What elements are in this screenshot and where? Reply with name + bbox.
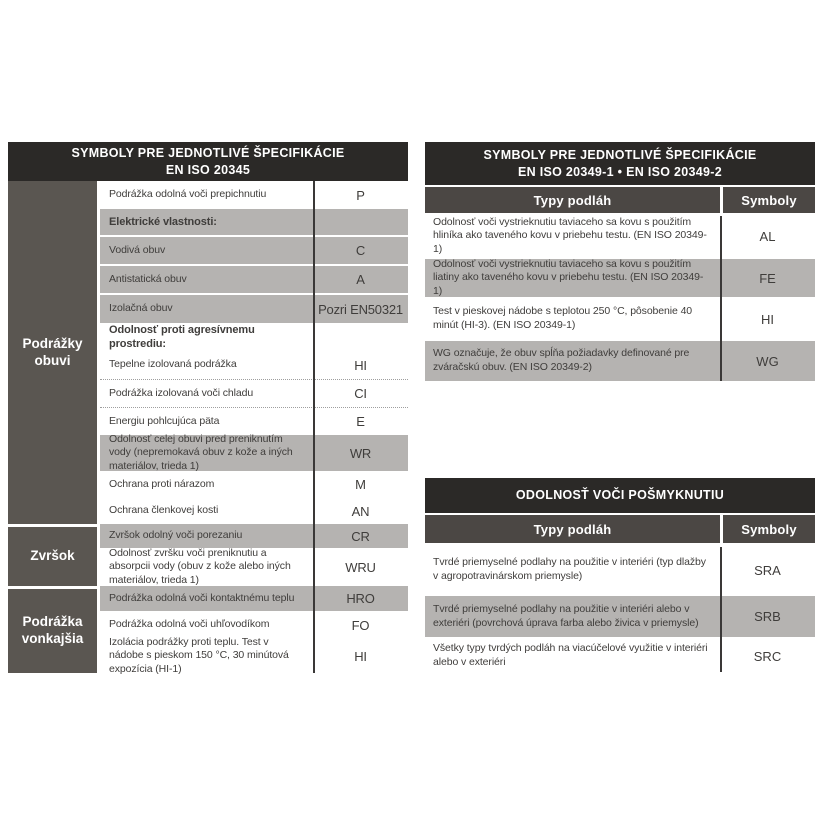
spec-row [100,235,408,264]
table-title-line1: SYMBOLY PRE JEDNOTLIVÉ ŠPECIFIKÁCIE [71,145,345,160]
slip-resistance-table-title [425,478,815,513]
spec-row [425,216,815,256]
table-title-line1: SYMBOLY PRE JEDNOTLIVÉ ŠPECIFIKÁCIE [483,147,757,162]
table-title-line1: ODOLNOSŤ VOČI POŠMYKNUTIU [515,488,725,503]
en-iso-20349-table-title [425,142,815,185]
spec-description: Ochrana členkovej kosti [109,504,219,517]
spec-symbol: FO [351,617,370,633]
spec-description: Ochrana proti nárazom [109,477,215,490]
spec-description: Všetky typy tvrdých podláh na viacúčelové využitie v interiéri alebo v exteriéri [433,642,708,668]
spec-row [100,181,408,209]
en-iso-20345-table-title [8,142,408,181]
column-header-floors: Typy podláh [533,192,612,208]
spec-description: Antistatická obuv [109,272,187,285]
spec-rows [100,181,408,673]
spec-row [425,259,815,297]
spec-description: Tvrdé priemyselné podlahy na použitie v interiéri (typ dlažby v agropotravinárskom priemysle) [433,556,706,582]
spec-row [425,341,815,381]
column-header-symbols: Symboly [741,192,797,208]
category-cell-podrazka-vonkajsia: Podrážka vonkajšia [8,586,97,673]
column-header-symbols: Symboly [741,521,797,537]
spec-symbol: SRA [754,562,781,578]
spec-symbol: P [356,187,365,203]
spec-description: Podrážka odolná voči uhľovodíkom [109,618,270,631]
spec-row [100,586,408,611]
spec-symbol: M [355,477,366,492]
spec-row [100,209,408,235]
table-title-line2: EN ISO 20345 [165,162,251,177]
spec-row [100,432,408,472]
spec-description: Odolnosť zvršku voči preniknutiu a absorpcii vody (obuv z kože alebo iných materiálov, trieda 1) [109,546,291,586]
spec-row [425,300,815,338]
column-header-row [425,515,815,543]
spec-description: Odolnosť voči vystrieknutiu taviaceho sa kovu s použitím liatiny ako taveného kovu v priebehu testu. (EN ISO 20349-1) [433,257,704,297]
spec-rows [425,547,815,672]
spec-description: Izolácia podrážky proti teplu. Test v nádobe s pieskom 150 °C, 30 minútová expozícia (HI-1) [109,635,289,675]
table-title-line2: EN ISO 20349-1 • EN ISO 20349-2 [517,164,723,179]
spec-symbol: A [356,272,365,287]
spec-symbol: WRU [345,559,376,575]
spec-symbol: WG [756,353,779,369]
column-divider [720,216,722,381]
category-cell-zvrsok: Zvršok [8,524,97,586]
spec-description: Podrážka odolná voči prepichnutiu [109,188,267,201]
spec-symbol: C [355,243,366,258]
en-iso-20345-table [8,142,408,673]
spec-row [100,264,408,293]
spec-symbol: HI [354,357,367,373]
spec-symbol: AN [351,503,370,519]
spec-row [100,471,408,498]
spec-row [100,548,408,586]
column-header-row [425,187,815,213]
spec-row [100,323,408,351]
spec-description: Podrážka izolovaná voči chladu [109,386,254,399]
spec-description: Odolnosť proti agresívnemu prostrediu: [109,323,255,350]
spec-symbol: HRO [346,591,375,606]
spec-row [100,498,408,524]
spec-description: Vodivá obuv [109,243,166,256]
spec-symbol: HI [761,311,774,327]
slip-resistance-table [425,478,815,672]
spec-symbol: AL [759,228,776,244]
spec-symbol: WR [349,445,372,461]
spec-symbol: SRB [754,609,781,624]
spec-row [425,596,815,637]
spec-description: Zvršok odolný voči porezaniu [109,529,243,542]
spec-description: Elektrické vlastnosti: [109,215,217,228]
spec-description: WG označuje, že obuv spĺňa požiadavky definované pre zváračskú obuv. (EN ISO 20349-2) [433,347,690,373]
spec-description: Energiu pohlcujúca päta [109,414,220,427]
column-divider [720,547,722,672]
spec-symbol: FE [759,270,776,286]
category-cell-podrazky-obuvi: Podrážky obuvi [8,181,97,524]
spec-symbol: Pozri EN50321 [318,301,403,317]
spec-symbol: CI [354,386,367,401]
spec-row [425,640,815,672]
spec-description: Tepelne izolovaná podrážka [109,358,237,371]
spec-description: Tvrdé priemyselné podlahy na použitie v interiéri alebo v exteriéri (povrchová úprava farba alebo živica v priemysle) [433,602,699,629]
spec-row [100,379,408,407]
column-header-floors: Typy podláh [533,521,612,537]
spec-description: Odolnosť celej obuvi pred preniknutím vody (nepremokavá obuv z kože a iných materiálov, trieda 1) [109,432,293,472]
column-divider [313,181,315,673]
en-iso-20345-table-body [8,181,408,673]
spec-row [425,547,815,593]
spec-description: Izolačná obuv [109,302,173,315]
spec-symbol: HI [354,648,367,664]
spec-symbol: SRC [753,648,782,664]
spec-symbol: CR [351,528,370,544]
spec-description: Odolnosť voči vystrieknutiu taviaceho sa kovu s použitím hliníka ako taveného kovu v priebehu testu. (EN ISO 20349-1) [433,215,707,255]
spec-description: Podrážka odolná voči kontaktnému teplu [109,591,295,604]
en-iso-20349-table [425,142,815,381]
spec-row [100,293,408,323]
spec-symbol: E [356,414,365,429]
spec-row [100,351,408,379]
spec-row [100,635,408,675]
spec-rows [425,216,815,381]
spec-description: Test v pieskovej nádobe s teplotou 250 °C, pôsobenie 40 minút (HI-3). (EN ISO 20349-1) [433,305,693,331]
